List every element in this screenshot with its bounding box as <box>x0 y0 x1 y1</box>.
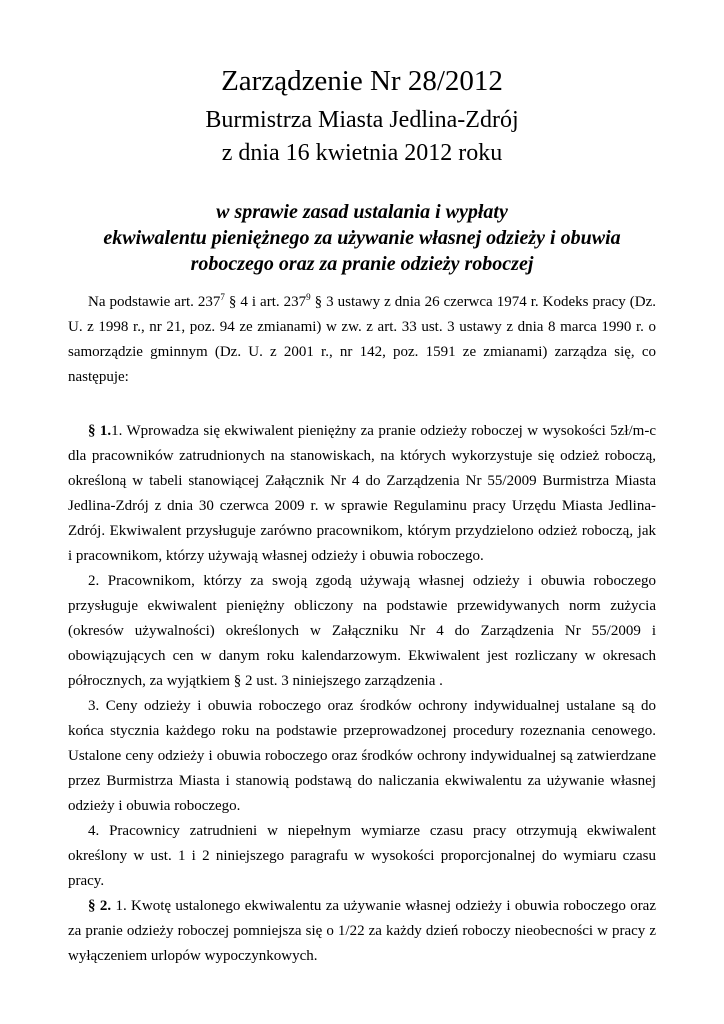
preamble-sup-2: 9 <box>306 292 311 302</box>
subject-line-3: roboczego oraz za pranie odzieży roboczej <box>190 253 534 275</box>
preamble-text-3: § 3 ustawy z dnia 26 czerwca 1974 r. Kodeks pracy (Dz. U. z 1998 r., nr 21, poz. 94 ze zmianami) w zw. z art. 33 ust. 3 ustawy z dnia 8 marca 1990 r. o samorządzie gminnym (Dz. U. z 2001 r., nr 142, poz. 1591 ze zmianami) zarządza się, co następuje: <box>68 294 656 385</box>
preamble-paragraph <box>68 290 656 390</box>
section-1-paragraph-4: 4. Pracownicy zatrudnieni w niepełnym wymiarze czasu pracy otrzymują ekwiwalent określony w ust. 1 i 2 niniejszego paragrafu w wysokości proporcjonalnej do wymiaru czasu pracy. <box>68 823 656 889</box>
document-issuer: Burmistrza Miasta Jedlina-Zdrój <box>205 107 519 133</box>
document-title: Zarządzenie Nr 28/2012 <box>221 65 503 97</box>
document-subject <box>60 199 664 277</box>
preamble-sup-1: 7 <box>220 292 225 302</box>
preamble-text-1: Na podstawie art. 237 <box>88 294 221 310</box>
subject-line-2: ekwiwalentu pieniężnego za używanie własnej odzieży i obuwia <box>103 227 621 249</box>
section-1-paragraph-1 <box>68 419 656 569</box>
preamble-text-2: § 4 i art. 237 <box>224 294 307 310</box>
section-1-paragraph-3: 3. Ceny odzieży i obuwia roboczego oraz środków ochrony indywidualnej ustalane są do końca stycznia każdego roku na podstawie przeprowadzonej procedury rozeznania cenowego. Ustalone ceny odzieży i obuwia roboczego oraz środków ochrony indywidualnej są zatwierdzane przez Burmistrza Miasta i stanowią podstawą do naliczania ekwiwalentu za używanie własnej odzieży i obuwia roboczego. <box>68 698 656 814</box>
section-2-marker: § 2. <box>88 898 112 914</box>
section-1-marker: § 1. <box>88 423 112 439</box>
section-2-paragraph-1 <box>68 894 656 969</box>
subject-line-1: w sprawie zasad ustalania i wypłaty <box>216 201 508 223</box>
section-1-text-1: 1. Wprowadza się ekwiwalent pieniężny za pranie odzieży roboczej w wysokości 5zł/m-c dla pracowników zatrudnionych na stanowiskach, na których wykorzystuje się odzież roboczą, określoną w tabeli stanowiącej Załącznik Nr 4 do Zarządzenia Nr 55/2009 Burmistrza Miasta Jedlina-Zdrój z dnia 30 czerwca 2009 r. w sprawie Regulaminu pracy Urzędu Miasta Jedlina-Zdrój. Ekwiwalent przysługuje zarówno pracownikom, którym przydzielono odzież roboczą, jak i pracownikom, którzy używają własnej odzieży i obuwia roboczego. <box>68 423 656 564</box>
section-1-paragraph-2: 2. Pracownikom, którzy za swoją zgodą używają własnej odzieży i obuwia roboczego przysługuje ekwiwalent pieniężny obliczony na podstawie przewidywanych norm zużycia (okresów używalności) określonych w Załączniku Nr 4 do Zarządzenia Nr 55/2009 i obowiązujących cen w danym roku kalendarzowym. Ekwiwalent jest rozliczany w okresach półrocznych, za wyjątkiem § 2 ust. 3 niniejszego zarządzenia . <box>68 573 656 689</box>
section-1 <box>68 419 656 969</box>
section-2-text-1: 1. Kwotę ustalonego ekwiwalentu za używanie własnej odzieży i obuwia roboczego oraz za pranie odzieży roboczej pomniejsza się o 1/22 za każdy dzień roboczy nieobecności w pracy z wyłączeniem urlopów wypoczynkowych. <box>68 898 656 964</box>
preamble <box>68 290 656 390</box>
document-date: z dnia 16 kwietnia 2012 roku <box>221 140 503 166</box>
